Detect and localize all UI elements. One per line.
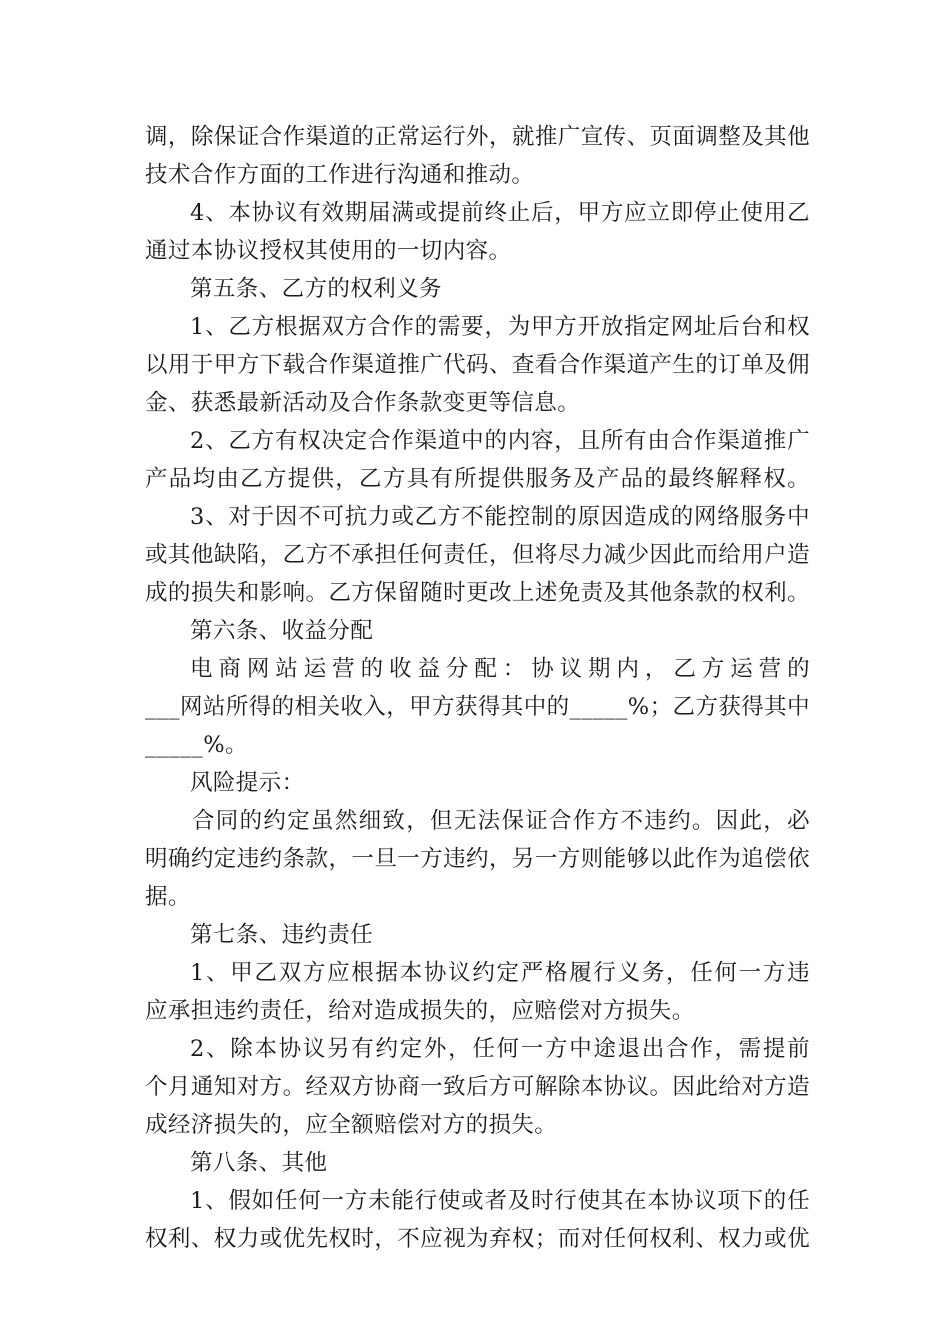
document-line: 产品均由乙方提供，乙方具有所提供服务及产品的最终解释权。 — [145, 466, 810, 492]
document-line: 风险提示： — [190, 770, 305, 796]
document-line: 权利、权力或优先权时，不应视为弃权；而对任何权利、权力或优 — [145, 1226, 810, 1252]
document-line: _____%。 — [145, 732, 248, 758]
document-body — [145, 118, 810, 1258]
document-line: ___网站所得的相关收入，甲方获得其中的_____%；乙方获得其中 — [145, 694, 810, 720]
document-line: 调，除保证合作渠道的正常运行外，就推广宣传、页面调整及其他 — [145, 124, 810, 150]
document-line: 通过本协议授权其使用的一切内容。 — [145, 238, 512, 264]
document-line: 以用于甲方下载合作渠道推广代码、查看合作渠道产生的订单及佣 — [145, 352, 810, 378]
document-line: 或其他缺陷，乙方不承担任何责任，但将尽力减少因此而给用户造 — [145, 542, 810, 568]
document-line: 3、对于因不可抗力或乙方不能控制的原因造成的网络服务中 — [190, 504, 810, 530]
document-line: 电商网站运营的收益分配：协议期内，乙方运营的 — [190, 656, 810, 682]
document-line: 技术合作方面的工作进行沟通和推动。 — [145, 162, 535, 188]
document-line: 第七条、违约责任 — [190, 922, 374, 948]
document-line: 1、乙方根据双方合作的需要，为甲方开放指定网址后台和权 — [190, 314, 810, 340]
document-line: 1、甲乙双方应根据本协议约定严格履行义务，任何一方违 — [190, 960, 810, 986]
document-line: 第五条、乙方的权利义务 — [190, 276, 442, 302]
document-line: 2、除本协议另有约定外，任何一方中途退出合作，需提前 — [190, 1036, 810, 1062]
document-line: 应承担违约责任，给对造成损失的，应赔偿对方损失。 — [145, 998, 695, 1024]
document-line: 成的损失和影响。乙方保留随时更改上述免责及其他条款的权利。 — [145, 580, 810, 606]
document-line: 金、获悉最新活动及合作条款变更等信息。 — [145, 390, 581, 416]
document-line: 4、本协议有效期届满或提前终止后，甲方应立即停止使用乙 — [190, 200, 810, 226]
document-line: 据。 — [145, 884, 191, 910]
document-line: 个月通知对方。经双方协商一致后方可解除本协议。因此给对方造 — [145, 1074, 810, 1100]
document-line: 1、假如任何一方未能行使或者及时行使其在本协议项下的任 — [190, 1188, 810, 1214]
document-line: 2、乙方有权决定合作渠道中的内容，且所有由合作渠道推广 — [190, 428, 810, 454]
document-line: 第六条、收益分配 — [190, 618, 374, 644]
document-line: 成经济损失的，应全额赔偿对方的损失。 — [145, 1112, 558, 1138]
document-line: 明确约定违约条款，一旦一方违约，另一方则能够以此作为追偿依 — [145, 846, 810, 872]
document-line: 第八条、其他 — [190, 1150, 328, 1176]
document-line: 合同的约定虽然细致，但无法保证合作方不违约。因此，必 — [192, 808, 810, 834]
